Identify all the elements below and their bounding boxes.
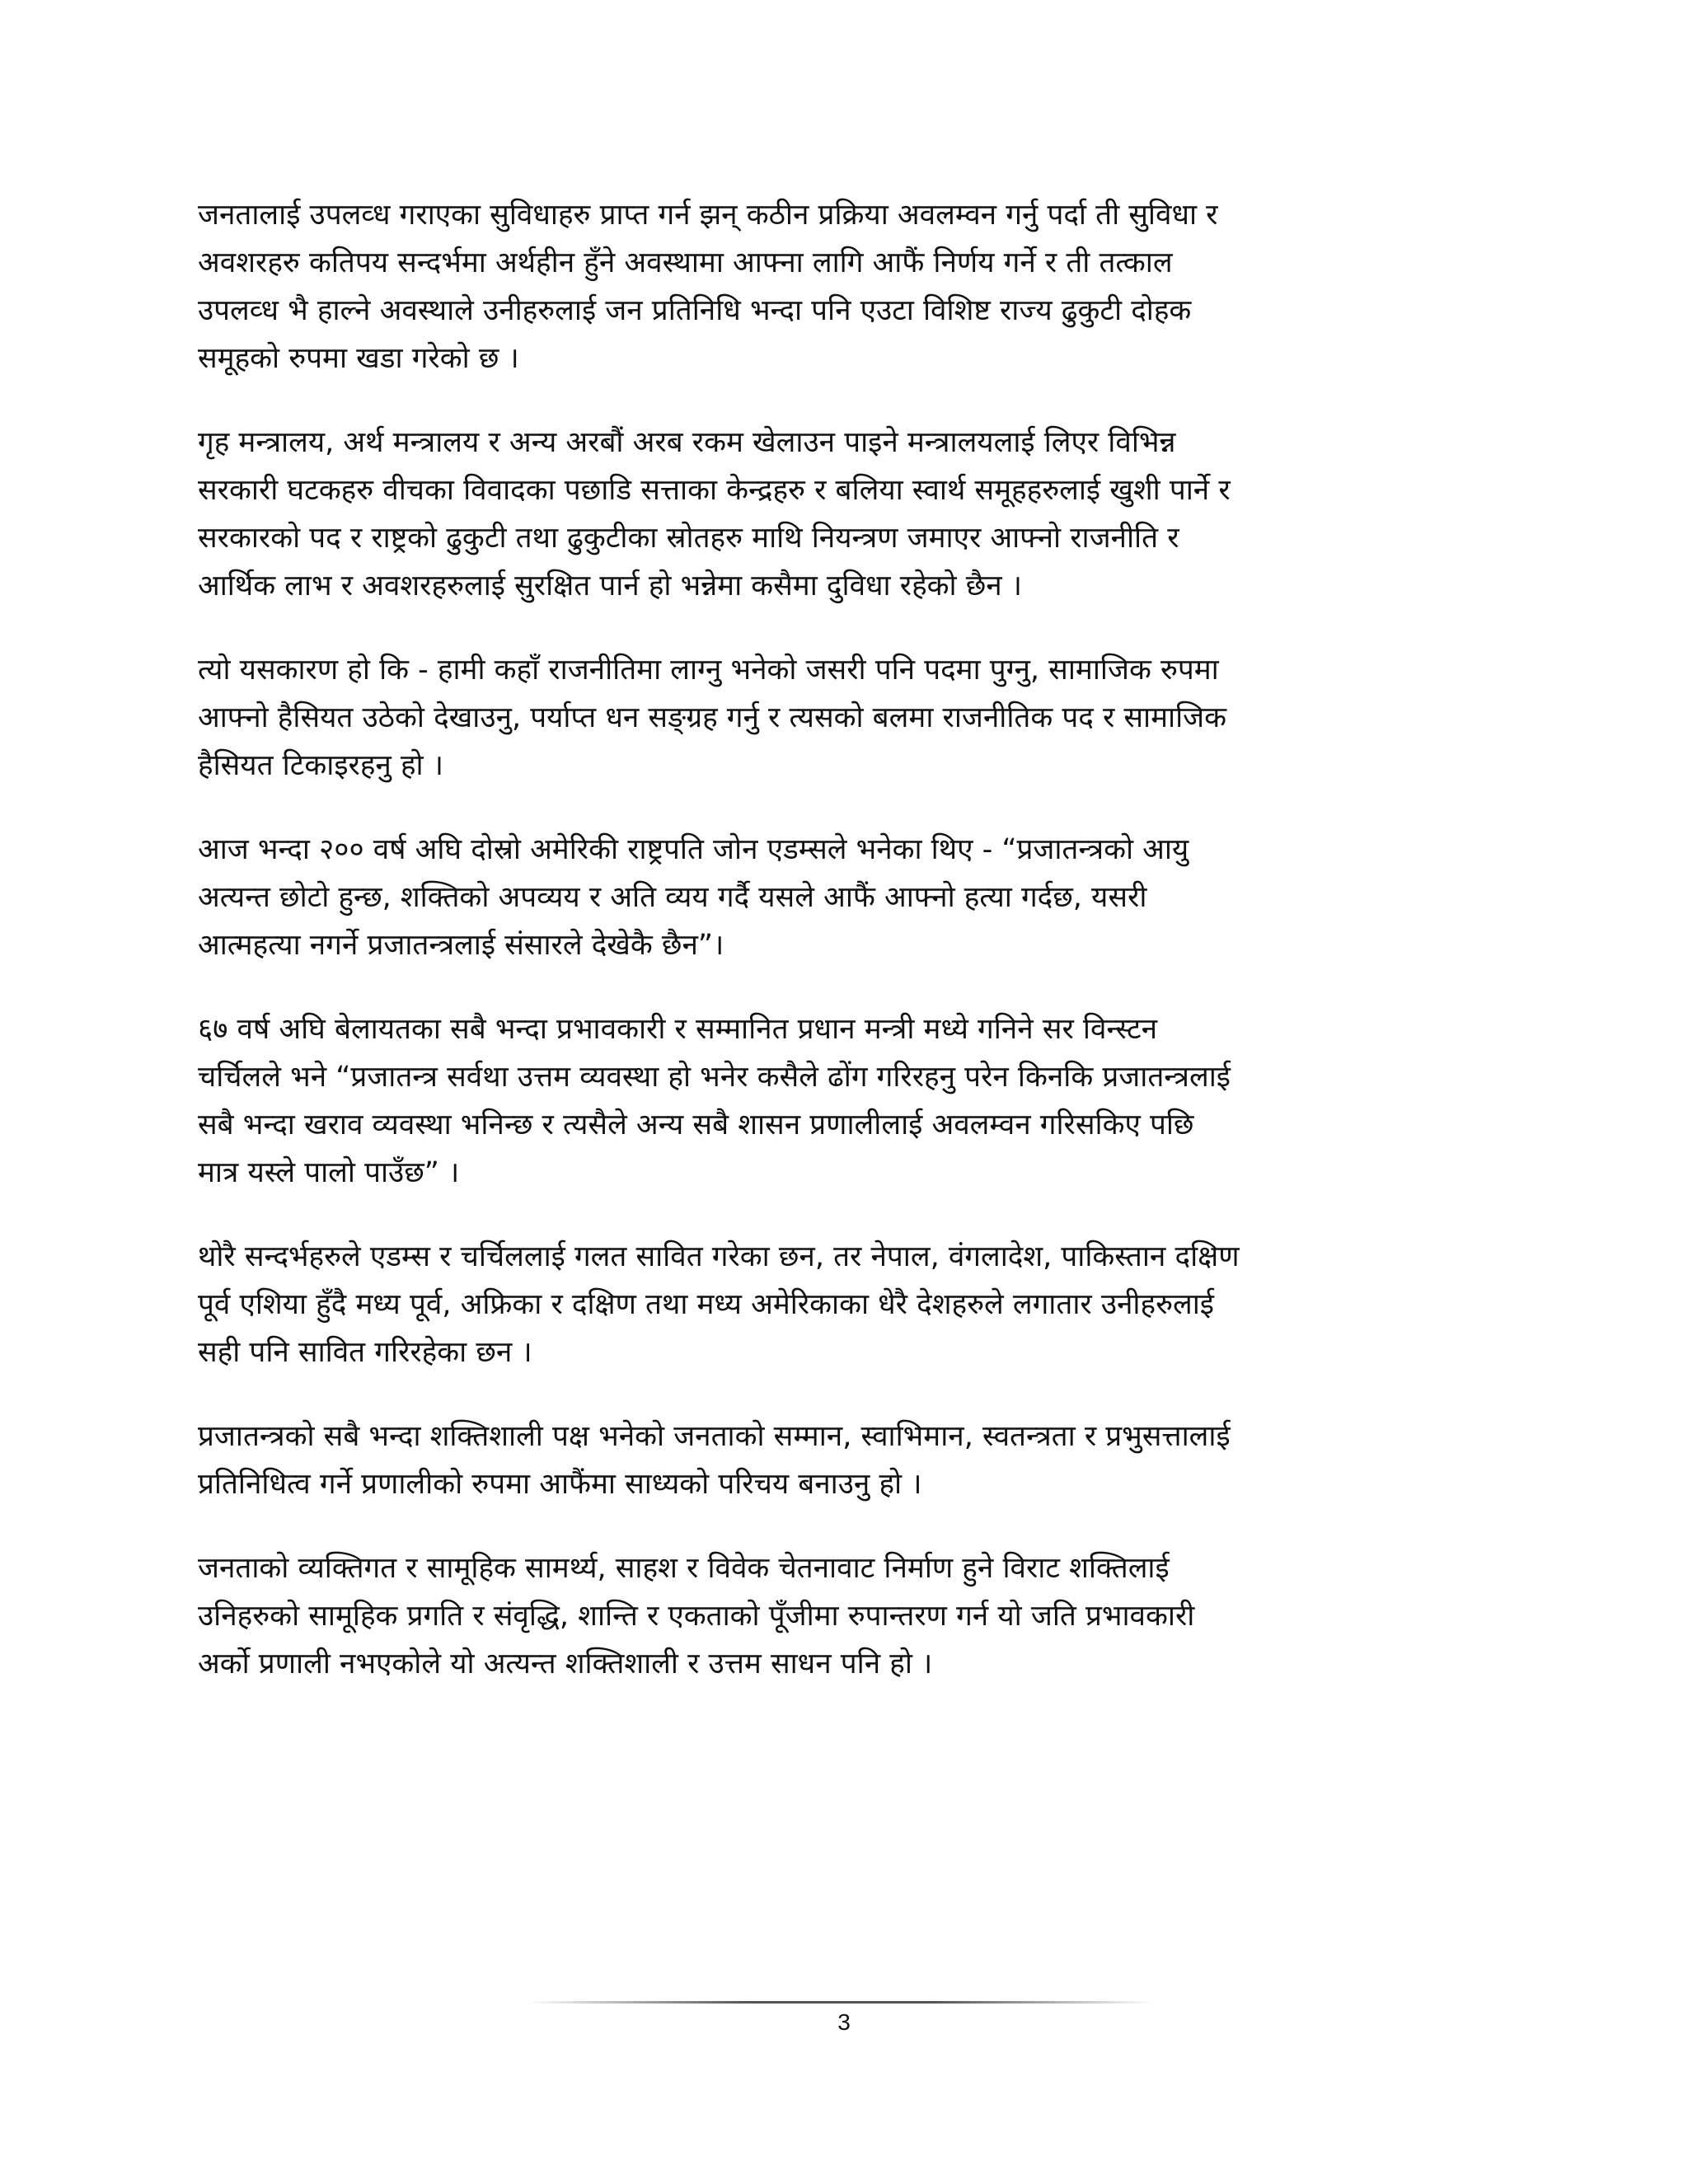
paragraph-line: उनिहरुको सामूहिक प्रगति र संवृद्धि, शान्ति र एकताको पूँजीमा रुपान्तरण गर्न यो जति प्रभावकारी: [198, 1600, 1195, 1633]
paragraph-line: आर्थिक लाभ र अवशरहरुलाई सुरक्षित पार्न हो भन्नेमा कसैमा दुविधा रहेको छैन ।: [198, 569, 1023, 602]
paragraph-line: जनतालाई उपलव्ध गराएका सुविधाहरु प्राप्त गर्न झन् कठीन प्रक्रिया अवलम्वन गर्नु पर्दा ती सुविधा र: [198, 199, 1218, 232]
paragraph-line: चर्चिलले भने “प्रजातन्त्र सर्वथा उत्तम व्यवस्था हो भनेर कसैले ढोंग गरिरहनु परेन किनकि प्रजातन्त्रलाई: [198, 1061, 1231, 1094]
paragraph-line: त्यो यसकारण हो कि - हामी कहाँ राजनीतिमा लाग्नु भनेको जसरी पनि पदमा पुग्नु, सामाजिक रुपमा: [198, 654, 1219, 687]
paragraph-line: अर्को प्रणाली नभएकोले यो अत्यन्त शक्तिशाली र उत्तम साधन पनि हो ।: [198, 1647, 933, 1680]
paragraph-line: थोरै सन्दर्भहरुले एडम्स र चर्चिललाई गलत सावित गरेका छन, तर नेपाल, वंगलादेश, पाकिस्तान दक्षिण: [198, 1240, 1240, 1273]
document-body: [198, 191, 1484, 1724]
paragraph-line: पूर्व एशिया हुँदै मध्य पूर्व, अफ्रिका र दक्षिण तथा मध्य अमेरिकाका धेरै देशहरुले लगातार उनीहरुलाई: [198, 1288, 1214, 1321]
paragraph-line: सरकारको पद र राष्ट्रको ढुकुटी तथा ढुकुटीका स्रोतहरु माथि नियन्त्रण जमाएर आफ्नो राजनीति र: [198, 522, 1179, 555]
paragraph: [198, 419, 1484, 610]
paragraph: [198, 1413, 1484, 1508]
paragraph-line: अत्यन्त छोटो हुन्छ, शक्तिको अपव्यय र अति व्यय गर्दै यसले आफैं आफ्नो हत्या गर्दछ, यसरी: [198, 881, 1147, 914]
paragraph-line: आत्महत्या नगर्ने प्रजातन्त्रलाई संसारले देखेकै छैन”।: [198, 929, 724, 962]
paragraph-line: अवशरहरु कतिपय सन्दर्भमा अर्थहीन हुँने अवस्थामा आफ्ना लागि आफैं निर्णय गर्ने र ती तत्काल: [198, 246, 1173, 279]
paragraph: [198, 1233, 1484, 1376]
paragraph-line: उपलव्ध भै हाल्ने अवस्थाले उनीहरुलाई जन प्रतिनिधि भन्दा पनि एउटा विशिष्ट राज्य ढुकुटी दोहक: [198, 294, 1192, 327]
paragraph-line: सरकारी घटकहरु वीचका विवादका पछाडि सत्ताका केन्द्रहरु र बलिया स्वार्थ समूहहरुलाई खुशी पार्ने र: [198, 474, 1231, 507]
paragraph-line: हैसियत टिकाइरहनु हो ।: [198, 749, 444, 782]
paragraph: [198, 646, 1484, 790]
page-number: 3: [837, 2009, 851, 2035]
paragraph: [198, 826, 1484, 969]
paragraph-line: समूहको रुपमा खडा गरेको छ ।: [198, 342, 519, 375]
paragraph: [198, 1005, 1484, 1197]
paragraph-line: मात्र यस्ले पालो पाउँछ” ।: [198, 1156, 460, 1189]
paragraph-line: प्रजातन्त्रको सबै भन्दा शक्तिशाली पक्ष भनेको जनताको सम्मान, स्वाभिमान, स्वतन्त्रता र प्रभुसत्तालाई: [198, 1420, 1231, 1453]
paragraph-line: सबै भन्दा खराव व्यवस्था भनिन्छ र त्यसैले अन्य सबै शासन प्रणालीलाई अवलम्वन गरिसकिए पछि: [198, 1108, 1194, 1141]
paragraph-line: गृह मन्त्रालय, अर्थ मन्त्रालय र अन्य अरबौं अरब रकम खेलाउन पाइने मन्त्रालयलाई लिएर विभिन्न: [198, 426, 1176, 459]
footer-divider: [528, 2001, 1154, 2004]
paragraph: [198, 1544, 1484, 1688]
paragraph-line: आफ्नो हैसियत उठेको देखाउनु, पर्याप्त धन सङ्ग्रह गर्नु र त्यसको बलमा राजनीतिक पद र सामाजिक: [198, 701, 1227, 734]
paragraph: [198, 191, 1484, 382]
paragraph-line: प्रतिनिधित्व गर्ने प्रणालीको रुपमा आफैंमा साध्यको परिचय बनाउनु हो ।: [198, 1468, 922, 1501]
paragraph-line: जनताको व्यक्तिगत र सामूहिक सामर्थ्य, साहश र विवेक चेतनावाट निर्माण हुने विराट शक्तिलाई: [198, 1552, 1170, 1585]
paragraph-line: आज भन्दा २०० वर्ष अघि दोस्रो अमेरिकी राष्ट्रपति जोन एडम्सले भनेका थिए - “प्रजातन्त्रको आयु: [198, 833, 1189, 866]
paragraph-line: सही पनि सावित गरिरहेका छन ।: [198, 1336, 532, 1369]
paragraph-line: ६७ वर्ष अघि बेलायतका सबै भन्दा प्रभावकारी र सम्मानित प्रधान मन्त्री मध्ये गनिने सर विन्स्टन: [198, 1013, 1158, 1046]
